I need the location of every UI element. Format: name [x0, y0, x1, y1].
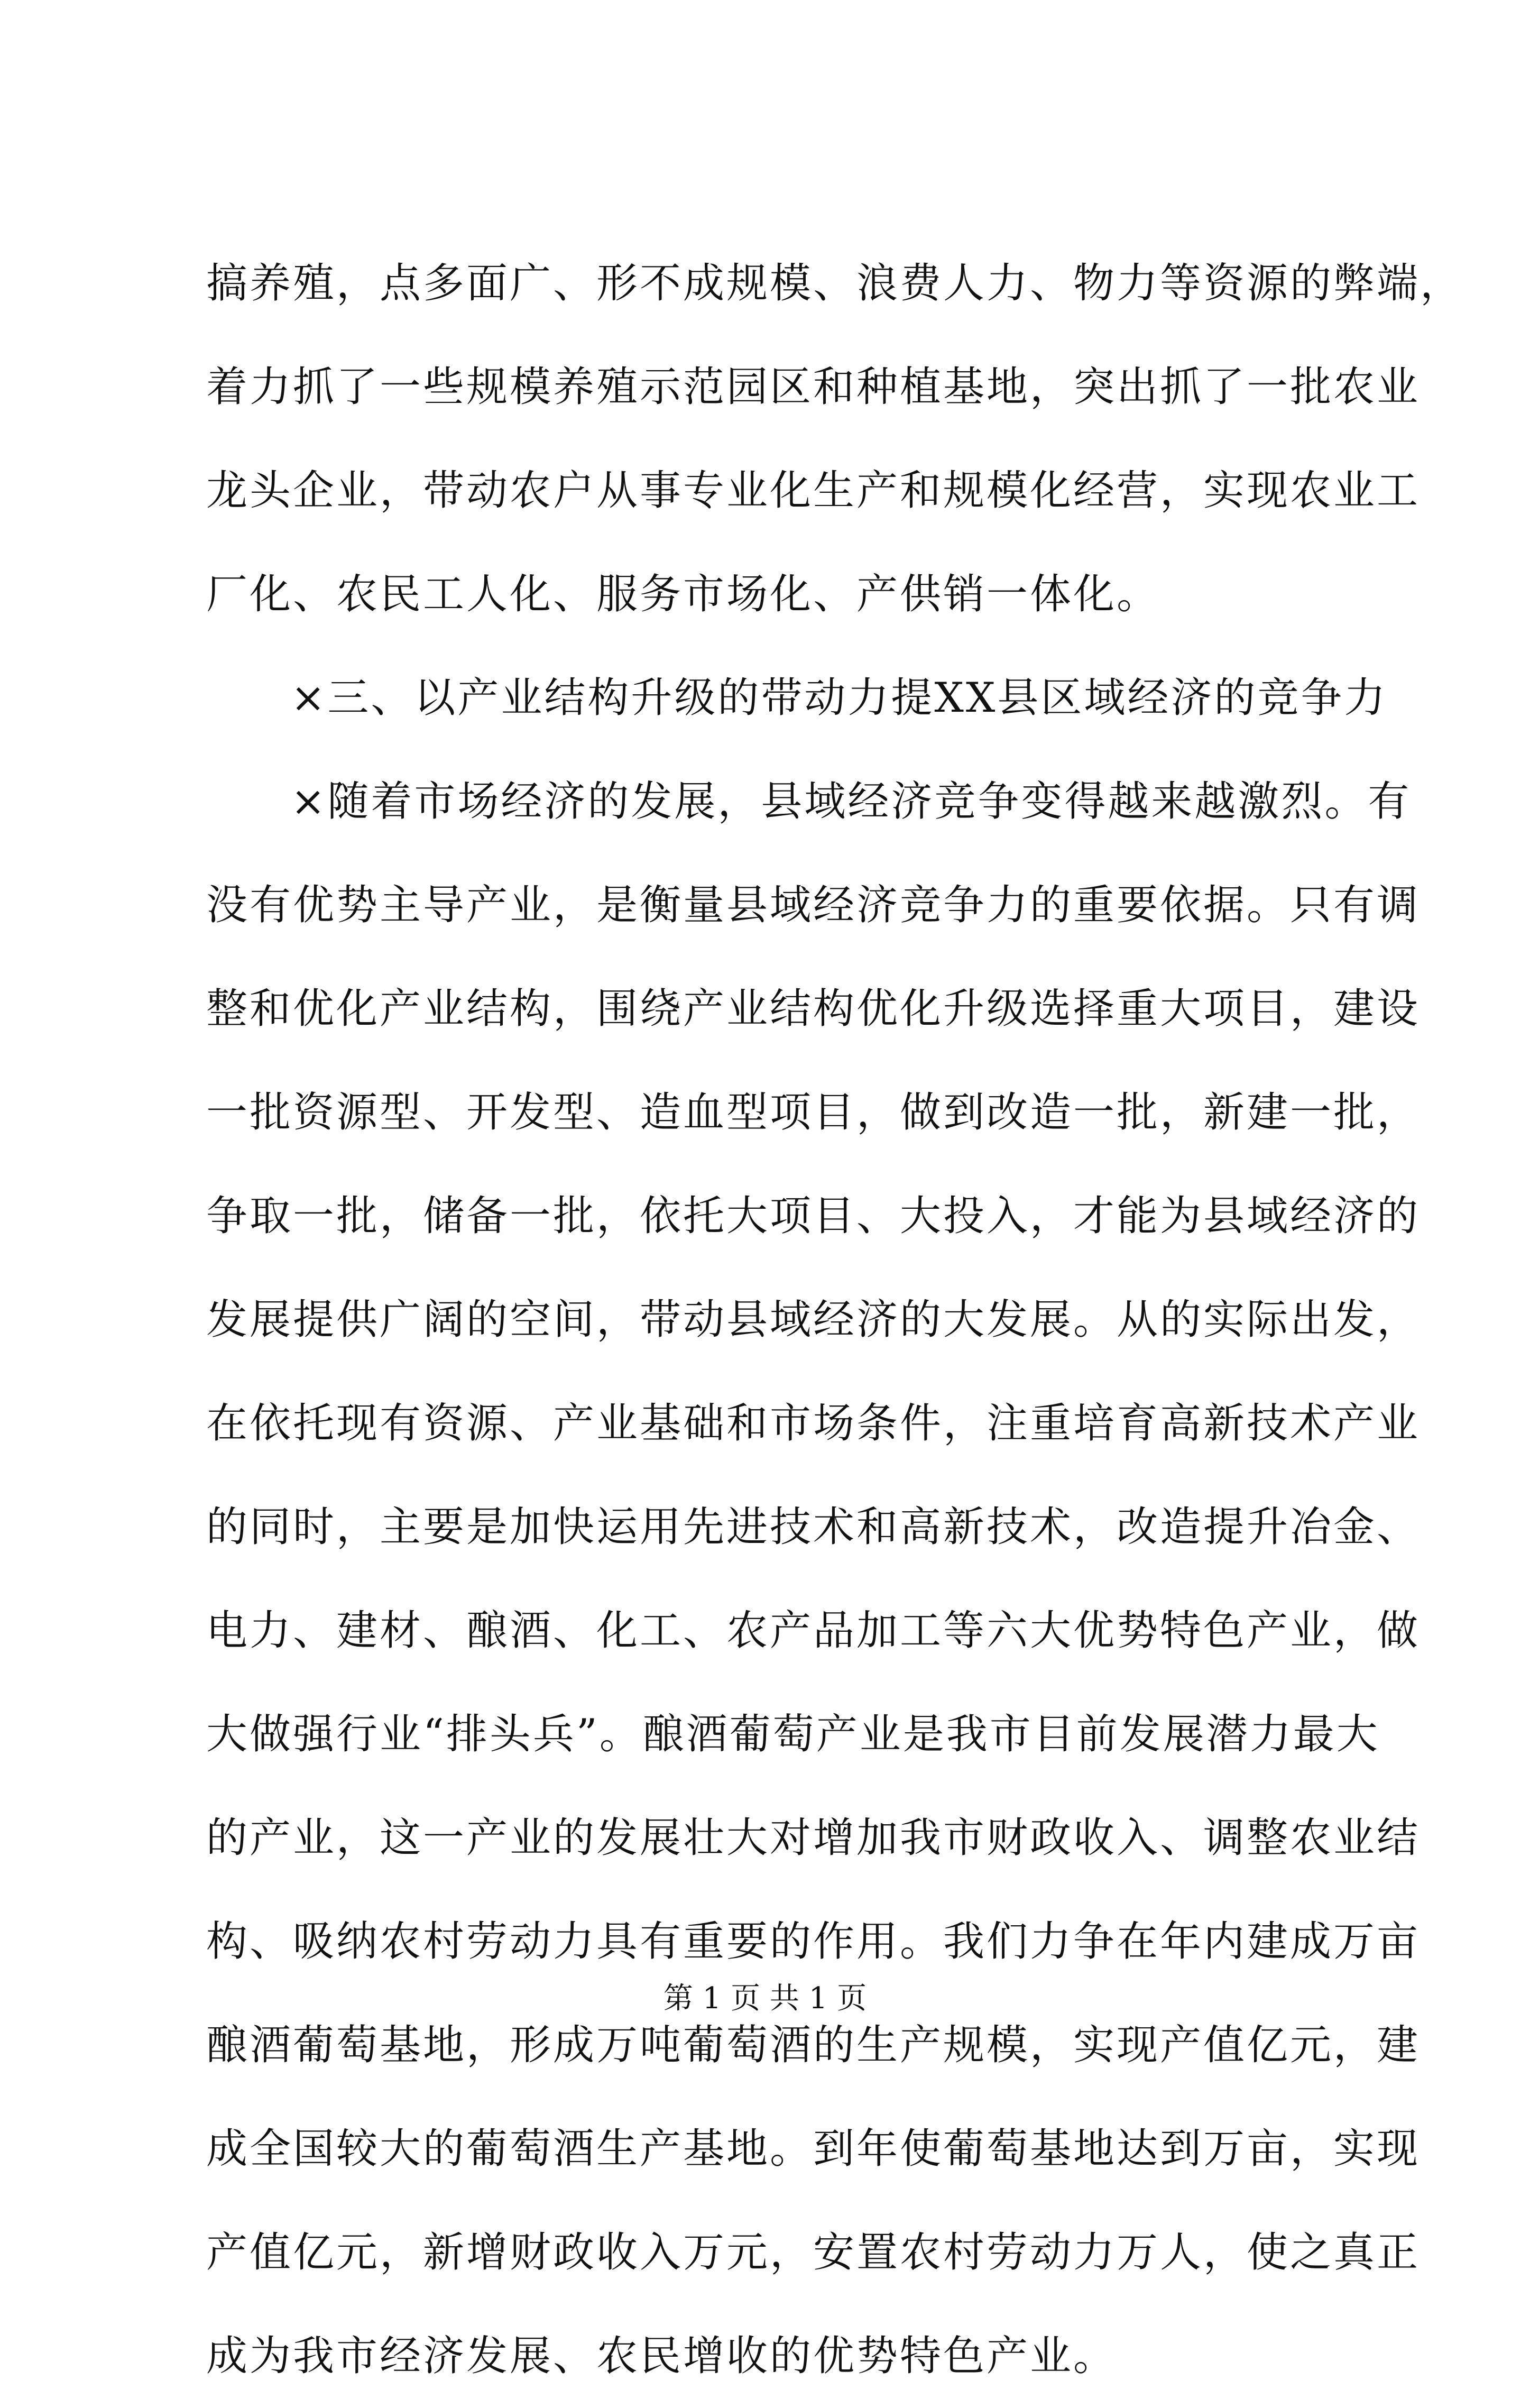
body-line: 整和优化产业结构，围绕产业结构优化升级选择重大项目，建设 — [206, 985, 1421, 1033]
body-line: 大做强行业“排头兵”。酿酒葡萄产业是我市目前发展潜力最大 — [206, 1711, 1380, 1758]
body-line: 龙头企业，带动农户从事专业化生产和规模化经营，实现农业工 — [206, 467, 1421, 514]
body-line: 成为我市经济发展、农民增收的优势特色产业。 — [206, 2332, 1117, 2380]
body-line: 酿酒葡萄基地，形成万吨葡萄酒的生产规模，实现产值亿元，建 — [206, 2021, 1421, 2069]
body-line: 发展提供广阔的空间，带动县域经济的大发展。从的实际出发， — [206, 1296, 1421, 1344]
body-line: 争取一批，储备一批，依托大项目、大投入，才能为县域经济的 — [206, 1192, 1421, 1240]
body-line: 没有优势主导产业，是衡量县域经济竞争力的重要依据。只有调 — [206, 881, 1421, 929]
section-heading: ×三、以产业结构升级的带动力提XX县区域经济的竞争力 — [291, 674, 1388, 722]
body-line: 成全国较大的葡萄酒生产基地。到年使葡萄基地达到万亩，实现 — [206, 2125, 1421, 2173]
document-body — [206, 232, 1464, 2408]
body-line: 电力、建材、酿酒、化工、农产品加工等六大优势特色产业，做 — [206, 1607, 1421, 1655]
page-footer: 第 1 页 共 1 页 — [663, 1981, 867, 2016]
body-line: 一批资源型、开发型、造血型项目，做到改造一批，新建一批， — [206, 1089, 1421, 1136]
body-line: 构、吸纳农村劳动力具有重要的作用。我们力争在年内建成万亩 — [206, 1918, 1421, 1965]
body-line: 厂化、农民工人化、服务市场化、产供销一体化。 — [206, 571, 1160, 618]
body-line: 着力抓了一些规模养殖示范园区和种植基地，突出抓了一批农业 — [206, 363, 1421, 411]
body-line: ×随着市场经济的发展，县域经济竞争变得越来越激烈。有 — [291, 778, 1412, 825]
body-line: 的同时，主要是加快运用先进技术和高新技术，改造提升冶金、 — [206, 1503, 1421, 1551]
body-line: 的产业，这一产业的发展壮大对增加我市财政收入、调整农业结 — [206, 1814, 1421, 1862]
body-line: 在依托现有资源、产业基础和市场条件，注重培育高新技术产业 — [206, 1400, 1421, 1447]
body-line: 搞养殖，点多面广、形不成规模、浪费人力、物力等资源的弊端， — [206, 260, 1464, 307]
body-line: 产值亿元，新增财政收入万元，安置农村劳动力万人，使之真正 — [206, 2229, 1421, 2276]
